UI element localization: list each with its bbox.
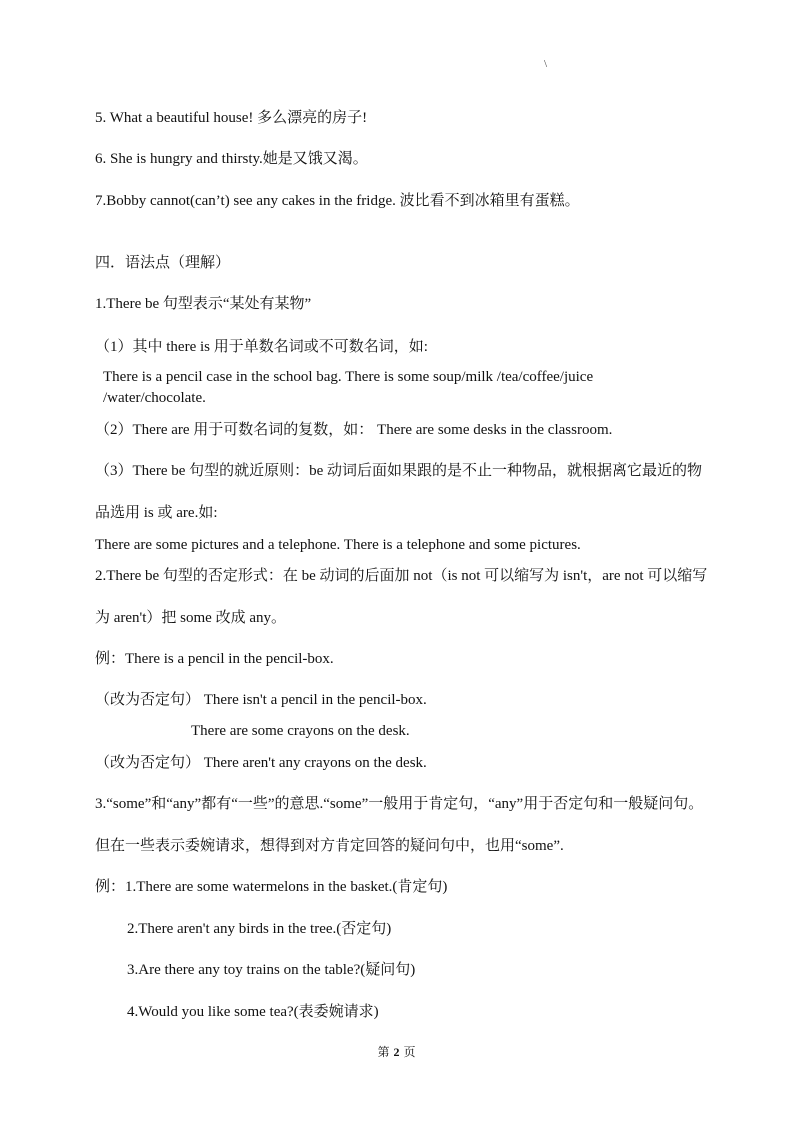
grammar-point-1-3-example: There are some pictures and a telephone. There is a telephone and some pictures.: [95, 537, 581, 553]
corner-mark: \: [544, 58, 548, 70]
grammar-point-2-example-1-negative: （改为否定句） There isn't a pencil in the pencil-box.: [95, 692, 427, 708]
grammar-point-1-3-b: 品选用 is 或 are.如:: [95, 505, 218, 521]
grammar-point-1-1-example-b: /water/chocolate.: [103, 390, 206, 406]
grammar-point-1-3-a: （3）There be 句型的就近原则：be 动词后面如果跟的是不止一种物品，就根据离它最近的物: [95, 463, 703, 479]
grammar-point-1-1: （1）其中 there is 用于单数名词或不可数名词，如:: [95, 339, 428, 355]
grammar-point-1: 1.There be 句型表示“某处有某物”: [95, 296, 312, 312]
grammar-point-2-a: 2.There be 句型的否定形式：在 be 动词的后面加 not（is not 可以缩写为 isn't，are not 可以缩写: [95, 568, 708, 584]
grammar-point-3-a: 3.“some”和“any”都有“一些”的意思.“some”一般用于肯定句，“any”用于否定句和一般疑问句。: [95, 796, 704, 812]
grammar-point-3-b: 但在一些表示委婉请求，想得到对方肯定回答的疑问句中，也用“some”.: [95, 838, 564, 854]
grammar-point-3-example-1: 例：1.There are some watermelons in the basket.(肯定句): [95, 879, 448, 895]
page-number: 2: [393, 1045, 400, 1059]
sentence-7: 7.Bobby cannot(can’t) see any cakes in the fridge. 波比看不到冰箱里有蛋糕。: [95, 193, 580, 209]
grammar-point-3-example-2: 2.There aren't any birds in the tree.(否定句): [127, 921, 392, 937]
grammar-point-2-b: 为 aren't）把 some 改成 any。: [95, 610, 287, 626]
grammar-point-2-example-2-negative: （改为否定句） There aren't any crayons on the desk.: [95, 755, 427, 771]
section-heading-grammar: 四．语法点（理解）: [95, 255, 231, 271]
grammar-point-2-example-2: There are some crayons on the desk.: [191, 723, 410, 739]
sentence-6: 6. She is hungry and thirsty.她是又饿又渴。: [95, 151, 368, 167]
grammar-point-1-2: （2）There are 用于可数名词的复数，如： There are some desks in the classroom.: [95, 422, 613, 438]
grammar-point-1-1-example-a: There is a pencil case in the school bag. There is some soup/milk /tea/coffee/juice: [103, 369, 594, 385]
page-footer: [0, 1043, 793, 1060]
grammar-point-3-example-4: 4.Would you like some tea?(表委婉请求): [127, 1004, 379, 1020]
sentence-5: 5. What a beautiful house! 多么漂亮的房子!: [95, 110, 368, 126]
page-suffix: 页: [403, 1045, 416, 1059]
page-prefix: 第: [377, 1045, 390, 1059]
grammar-point-2-example-1: 例：There is a pencil in the pencil-box.: [95, 651, 334, 667]
grammar-point-3-example-3: 3.Are there any toy trains on the table?(疑问句): [127, 962, 416, 978]
